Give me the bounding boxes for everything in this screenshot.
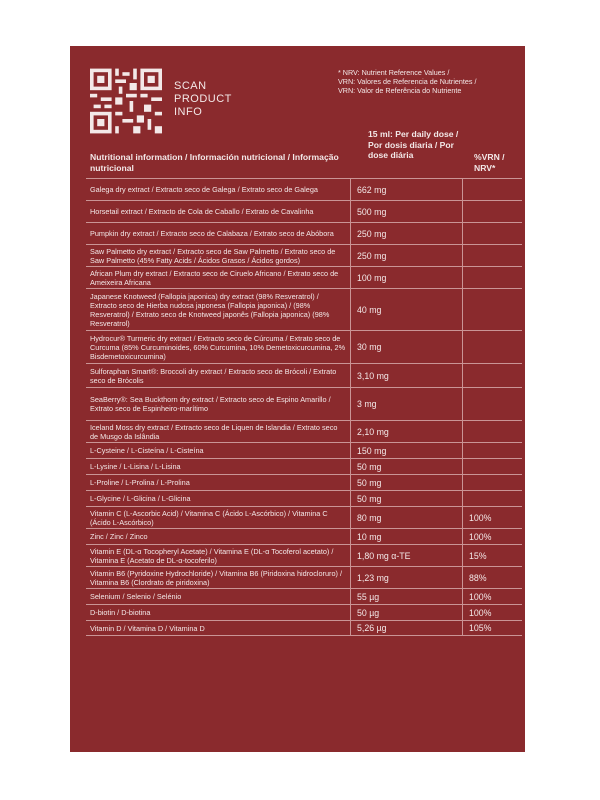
table-row: [86, 200, 522, 222]
cell-name: L-Cysteine / L-Cisteína / L-Cisteína: [90, 446, 204, 455]
cell-name: SeaBerry®: Sea Buckthorn dry extract / Extracto seco de Espino Amarillo / Extrato seco de Espinheiro-marítimo: [90, 395, 331, 413]
cell-nrv: [462, 267, 522, 288]
cell-nrv: [462, 388, 522, 420]
table-row: [86, 420, 522, 442]
cell-nrv: 100%: [462, 605, 522, 620]
cell-dose: 50 mg: [350, 491, 462, 506]
cell-dose: 50 mg: [350, 459, 462, 474]
cell-dose: 55 µg: [350, 589, 462, 604]
cell-nrv: [462, 201, 522, 222]
cell-nrv: [462, 364, 522, 387]
cell-dose: 1,23 mg: [350, 567, 462, 588]
table-row: [86, 330, 522, 363]
cell-name: L-Glycine / L-Glicina / L-Glicina: [90, 494, 191, 503]
cell-nrv: [462, 223, 522, 244]
cell-name: Pumpkin dry extract / Extracto seco de Calabaza / Extrato seco de Abóbora: [90, 229, 334, 238]
table-row: [86, 566, 522, 588]
cell-nrv: [462, 245, 522, 266]
table-row: [86, 490, 522, 506]
table-row: [86, 363, 522, 387]
table-row: [86, 387, 522, 420]
table-row: [86, 458, 522, 474]
cell-name: Sulforaphan Smart®: Broccoli dry extract / Extracto seco de Brócoli / Extrato seco de Brócolis: [90, 366, 337, 385]
nutrition-table: [86, 178, 522, 636]
nrv-footnote: [338, 68, 522, 95]
cell-dose: 3 mg: [350, 388, 462, 420]
cell-dose: 80 mg: [350, 507, 462, 528]
table-row: [86, 288, 522, 330]
cell-dose: 5,26 µg: [350, 621, 462, 635]
nrv-footnote-line-1: * NRV: Nutrient Reference Values /: [338, 68, 450, 77]
table-row: [86, 506, 522, 528]
cell-nrv: [462, 331, 522, 363]
cell-name: Vitamin B6 (Pyridoxine Hydrochloride) / Vitamina B6 (Piridoxina hidrocloruro) / Vitamina B6 (Clordrato de piridoxina): [90, 568, 342, 587]
cell-dose: 100 mg: [350, 267, 462, 288]
cell-name: Saw Palmetto dry extract / Extracto seco de Saw Palmetto / Extrato seco de Saw Palmetto (45% Fatty Acids / Ácidos Grasos / Ácidos gordos): [90, 246, 336, 265]
header-nrv: %VRN / NRV*: [474, 152, 505, 173]
cell-dose: 250 mg: [350, 245, 462, 266]
scan-line-3: INFO: [174, 106, 203, 118]
cell-name: Vitamin C (L-Ascorbic Acid) / Vitamina C (Ácido L-Ascórbico) / Vitamina C (Ácido L-Ascórbico): [90, 508, 328, 527]
nrv-footnote-line-3: VRN: Valor de Referência do Nutriente: [338, 86, 462, 95]
cell-name: Hydrocur® Turmeric dry extract / Extracto seco de Cúrcuma / Extrato seco de Curcuma (85% Curcuminoides, 60% Curcumina, 10% Demetoxicurcumina, 2% Bisdemetoxicurcumina): [90, 333, 346, 361]
cell-nrv: 100%: [462, 507, 522, 528]
cell-dose: 2,10 mg: [350, 421, 462, 442]
cell-name: Galega dry extract / Extracto seco de Galega / Extrato seco de Galega: [90, 185, 318, 194]
cell-name: L-Lysine / L-Lisina / L-Lisina: [90, 462, 181, 471]
table-row: [86, 544, 522, 566]
qr-code-icon[interactable]: [90, 68, 162, 134]
cell-nrv: [462, 421, 522, 442]
cell-name: Vitamin D / Vitamina D / Vitamina D: [90, 623, 205, 633]
cell-name: L-Proline / L-Prolina / L-Prolina: [90, 478, 190, 487]
cell-nrv: [462, 475, 522, 490]
table-row: [86, 178, 522, 200]
cell-name: Selenium / Selenio / Selénio: [90, 592, 182, 601]
cell-dose: 10 mg: [350, 529, 462, 544]
cell-dose: 50 µg: [350, 605, 462, 620]
cell-dose: 150 mg: [350, 443, 462, 458]
scan-line-2: PRODUCT: [174, 93, 232, 105]
header-nutritional-information: Nutritional information / Información nutricional / Informação nutricional: [90, 152, 339, 173]
cell-nrv: [462, 289, 522, 330]
cell-nrv: 100%: [462, 529, 522, 544]
cell-name: Vitamin E (DL-α Tocopheryl Acetate) / Vitamina E (DL-α Tocoferol acetato) / Vitamina E (Acetato de DL-α-tocoferilo): [90, 546, 334, 565]
cell-nrv: 100%: [462, 589, 522, 604]
cell-name: Iceland Moss dry extract / Extracto seco de Liquen de Islandia / Extrato seco de Musgo da Islândia: [90, 422, 338, 441]
cell-dose: 250 mg: [350, 223, 462, 244]
scan-product-info: [174, 80, 232, 119]
cell-dose: 50 mg: [350, 475, 462, 490]
header-daily-dose: 15 ml: Per daily dose / Por dosis diaria / Por dose diária: [368, 129, 459, 160]
cell-name: Japanese Knotweed (Fallopia japonica) dry extract (98% Resveratrol) / Extracto seco de Hierba nudosa japonesa (Fallopia japonica) / (98% Resveratrol) / Extrato seco de Knotweed japonês (Fallopia japonica) (98% Resveratrol): [90, 291, 330, 328]
cell-dose: 3,10 mg: [350, 364, 462, 387]
table-row: [86, 474, 522, 490]
cell-nrv: [462, 443, 522, 458]
table-row: [86, 244, 522, 266]
table-row: [86, 266, 522, 288]
cell-nrv: 15%: [462, 545, 522, 566]
nrv-footnote-line-2: VRN: Valores de Referencia de Nutrientes /: [338, 77, 477, 86]
scan-line-1: SCAN: [174, 80, 207, 92]
cell-name: Zinc / Zinc / Zinco: [90, 532, 148, 541]
cell-nrv: 88%: [462, 567, 522, 588]
cell-name: African Plum dry extract / Extracto seco de Ciruelo Africano / Extrato seco de Ameixeira Africana: [90, 268, 339, 287]
table-row: [86, 222, 522, 244]
table-row: [86, 588, 522, 604]
cell-name: Horsetail extract / Extracto de Cola de Caballo / Extrato de Cavalinha: [90, 207, 314, 216]
cell-dose: 662 mg: [350, 179, 462, 200]
cell-nrv: [462, 179, 522, 200]
cell-dose: 40 mg: [350, 289, 462, 330]
cell-dose: 30 mg: [350, 331, 462, 363]
table-row: [86, 528, 522, 544]
cell-dose: 500 mg: [350, 201, 462, 222]
label-panel: [70, 46, 525, 752]
cell-nrv: 105%: [462, 621, 522, 635]
table-row: [86, 442, 522, 458]
cell-name: D-biotin / D-biotina: [90, 608, 151, 617]
table-row: [86, 620, 522, 636]
cell-nrv: [462, 491, 522, 506]
cell-dose: 1,80 mg α-TE: [350, 545, 462, 566]
cell-nrv: [462, 459, 522, 474]
table-row: [86, 604, 522, 620]
